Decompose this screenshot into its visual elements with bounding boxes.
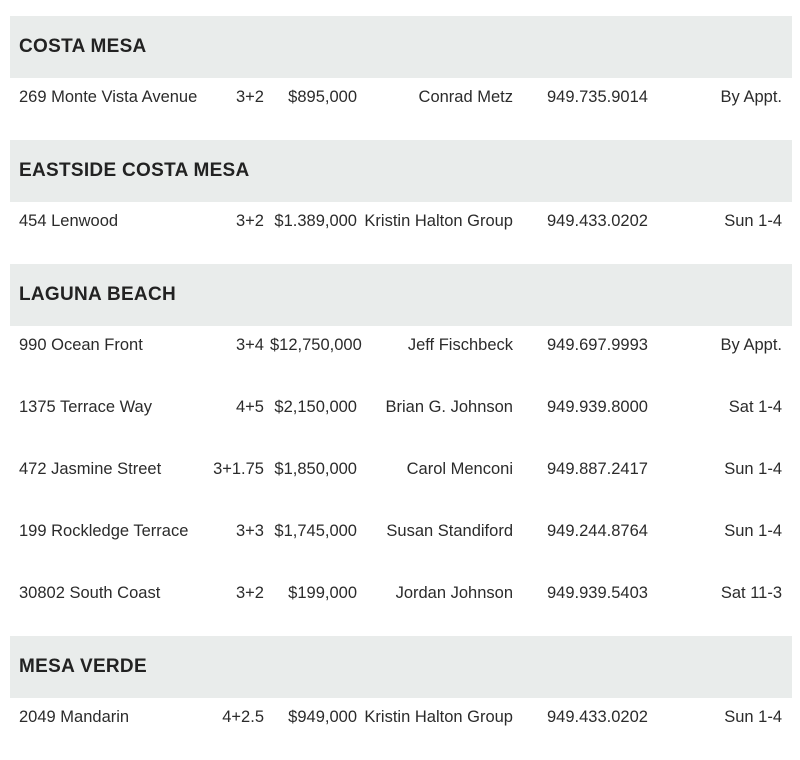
listing-price: $1,745,000 bbox=[274, 522, 357, 540]
listing-address: 269 Monte Vista Avenue bbox=[19, 88, 198, 106]
section-title: MESA VERDE bbox=[19, 656, 147, 677]
listing-address: 1375 Terrace Way bbox=[19, 398, 152, 416]
listing-beds-baths: 3+4 bbox=[236, 336, 264, 354]
listing-price: $12,750,000 bbox=[270, 336, 362, 354]
open-house-listings bbox=[10, 16, 792, 760]
listing-phone: 949.939.5403 bbox=[547, 584, 648, 602]
listing-open-time: By Appt. bbox=[720, 88, 782, 106]
listing-agent: Carol Menconi bbox=[406, 460, 513, 478]
listing-phone: 949.735.9014 bbox=[547, 88, 648, 106]
section-header-laguna-beach bbox=[10, 264, 792, 326]
listing-open-time: Sat 11-3 bbox=[720, 584, 782, 602]
listing-row bbox=[10, 326, 792, 388]
listing-price: $949,000 bbox=[288, 708, 357, 726]
listing-address: 472 Jasmine Street bbox=[19, 460, 162, 478]
listing-agent: Brian G. Johnson bbox=[385, 398, 513, 416]
listing-address: 990 Ocean Front bbox=[19, 336, 143, 354]
listing-phone: 949.887.2417 bbox=[547, 460, 648, 478]
listing-beds-baths: 3+3 bbox=[236, 522, 264, 540]
listing-open-time: Sun 1-4 bbox=[724, 460, 782, 478]
listing-agent: Jordan Johnson bbox=[395, 584, 513, 602]
listing-row bbox=[10, 450, 792, 512]
listing-row bbox=[10, 574, 792, 636]
listing-phone: 949.939.8000 bbox=[547, 398, 648, 416]
listing-row bbox=[10, 388, 792, 450]
listing-open-time: Sat 1-4 bbox=[728, 398, 782, 416]
listing-open-time: Sun 1-4 bbox=[724, 212, 782, 230]
listing-phone: 949.433.0202 bbox=[547, 212, 648, 230]
listing-row bbox=[10, 202, 792, 264]
listing-phone: 949.244.8764 bbox=[547, 522, 648, 540]
listing-price: $1,850,000 bbox=[274, 460, 357, 478]
section-header-mesa-verde bbox=[10, 636, 792, 698]
listing-row bbox=[10, 698, 792, 760]
listing-phone: 949.697.9993 bbox=[547, 336, 648, 354]
listing-open-time: By Appt. bbox=[720, 336, 782, 354]
listing-agent: Kristin Halton Group bbox=[364, 708, 513, 726]
listing-beds-baths: 3+2 bbox=[236, 212, 264, 230]
listing-address: 30802 South Coast bbox=[19, 584, 161, 602]
listing-price: $2,150,000 bbox=[274, 398, 357, 416]
section-header-costa-mesa bbox=[10, 16, 792, 78]
section-header-eastside-costa-mesa bbox=[10, 140, 792, 202]
listing-beds-baths: 3+2 bbox=[236, 88, 264, 106]
listing-open-time: Sun 1-4 bbox=[724, 708, 782, 726]
listing-price: $199,000 bbox=[288, 584, 357, 602]
listing-address: 454 Lenwood bbox=[19, 212, 119, 230]
listing-agent: Jeff Fischbeck bbox=[407, 336, 513, 354]
listing-phone: 949.433.0202 bbox=[547, 708, 648, 726]
listing-price: $895,000 bbox=[288, 88, 357, 106]
section-title: EASTSIDE COSTA MESA bbox=[19, 160, 250, 181]
listing-agent: Kristin Halton Group bbox=[364, 212, 513, 230]
section-title: LAGUNA BEACH bbox=[19, 284, 177, 305]
listing-row bbox=[10, 78, 792, 140]
listing-beds-baths: 3+1.75 bbox=[213, 460, 264, 478]
section-title: COSTA MESA bbox=[19, 36, 147, 57]
listing-address: 2049 Mandarin bbox=[19, 708, 130, 726]
listing-beds-baths: 4+2.5 bbox=[222, 708, 264, 726]
listing-price: $1.389,000 bbox=[274, 212, 357, 230]
listing-agent: Susan Standiford bbox=[386, 522, 513, 540]
listing-address: 199 Rockledge Terrace bbox=[19, 522, 189, 540]
listing-beds-baths: 4+5 bbox=[236, 398, 264, 416]
listing-agent: Conrad Metz bbox=[418, 88, 513, 106]
listing-beds-baths: 3+2 bbox=[236, 584, 264, 602]
listing-open-time: Sun 1-4 bbox=[724, 522, 782, 540]
listing-row bbox=[10, 512, 792, 574]
